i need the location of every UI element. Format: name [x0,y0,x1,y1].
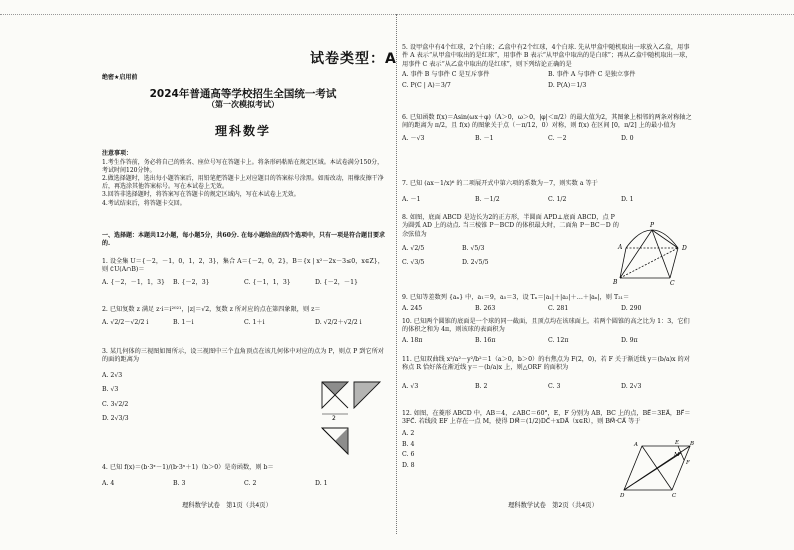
question-stem: 3. 某几何体的三视图如图所示，设三视图中三个直角顶点在该几何体中对应的点为 P，则点 P 到它所对的面的距离为 [102,348,384,364]
option-b: B. 3 [173,480,186,488]
option-c: C. 281 [548,305,569,313]
pyramid-figure [612,218,694,288]
question-stem: 2. 已知复数 z 满足 z·i＝i²⁰²¹，|z|＝√2，复数 z 所对应的点在第四象限，则 z＝ [102,306,321,313]
exam-subtitle: （第一次模拟考试） [207,99,279,109]
edge-cd [670,248,678,278]
point-m-label: M [674,452,680,458]
option-c: C. {－1，1，3} [244,278,291,286]
option-a: A. √2/2－√2/2 i [102,319,149,327]
question-stem: 6. 已知函数 f(x)＝Asin(ωx＋φ)（A＞0，ω＞0，|φ|＜π/2）的最大值为2，其图象上相邻的两条对称轴之间的距离为 π/2，且 f(x) 的图象关于点（－π/12，0）对称，则 f(x) 在区间 [0，π/2] 上的最小值为 [402,114,692,130]
semicircle-arc [626,230,678,248]
option-a: A. －√3 [402,134,425,142]
option-a: A. 事件 B 与事件 C 是互斥事件 [402,71,490,79]
vertex-a-label: A [634,442,638,448]
option-d: D. √2/2＋√2/2 i [315,319,362,327]
option-d: D. 8 [402,462,415,470]
question-4 [102,464,386,489]
option-c: C. √3/5 [402,259,425,267]
note-item: 4.考试结束后，将答题卡交回。 [102,199,186,207]
option-d: D. 290 [621,305,642,313]
option-a: A. √3 [402,382,419,390]
option-a: A. 18π [402,336,423,344]
option-d: D. 2√3/3 [102,415,129,423]
question-stem: 10. 已知两个圆锥的底面是一个球的同一截面，且顶点均在该球面上，若两个圆锥的高之比为 1：3，它们的体积之和为 4π，则该球的表面积为 [402,318,690,334]
notes-heading: 注意事项： [102,150,133,157]
question-1 [102,258,386,287]
question-8 [402,214,620,268]
note-item: 1.考生作答前，务必将自己的姓名、座位号写在答题卡上。将条形码粘贴在规定区域。本试卷满分150分，考试时间120分钟。 [102,159,384,175]
notes-block [102,150,384,208]
edge-pd [652,230,678,248]
note-item: 2.做选择题时，选出每小题答案后，用铅笔把答题卡上对应题目的答案标号涂黑。如需改动，用橡皮擦干净后，再选涂其他答案标号。写在本试卷上无效。 [102,175,384,191]
vertex-c-label: C [670,280,675,287]
subject-title: 理科数学 [214,124,271,138]
option-b: B. √5/3 [462,245,485,253]
scan-top-edge [0,0,794,15]
question-stem: 1. 设全集 U＝{－2，－1，0，1，2，3}，集合 A＝{－2，0，2}，B＝{x | x²－2x－3≤0，x∈Z}，则 ∁U(A∩B)＝ [102,258,384,274]
vertex-a-label: A [618,244,623,251]
question-stem: 12. 如图，在菱形 ABCD 中，AB＝4，∠ABC＝60°，E，F 分别为 AB，BC 上的点，BE⃗＝3EA⃗，BF⃗＝3FC⃗. 若线段 EF 上存在一点 M，使得 DM⃗＝(1/2)DC⃗＋xDA⃗（x∈R），则 BM⃗·CA⃗ 等于 [402,410,691,426]
paper-type-label: 试卷类型：A [310,51,397,67]
option-b: B. 263 [475,305,496,313]
vertex-d-label: D [620,493,625,498]
question-9 [402,294,694,314]
option-c: C. 3√2/2 [102,400,129,408]
option-c: C. －2 [548,134,567,142]
option-a: A. {－2，－1，1，3} [102,278,165,286]
question-stem: 11. 已知双曲线 x²/a²－y²/b²＝1（a＞0，b＞0）的右焦点为 F(2，0)，若 F 关于渐近线 y＝(b/a)x 的对称点 R 恰好落在渐近线 y＝－(b/a)x 上，则△ORF 的面积为 [402,356,690,372]
option-b: B. 事件 A 与事件 C 是独立事件 [548,71,636,79]
option-b: B. 4 [402,440,415,448]
vertex-c-label: C [672,493,677,498]
question-11 [402,356,694,391]
vertex-p-label: P [650,222,655,229]
question-stem: 7. 已知 (ax－1/x)⁶ 的二项展开式中第六项的系数为－7，则实数 a 等于 [402,180,598,187]
vertex-d-label: D [682,245,687,252]
option-d: D. {－2，－1} [315,278,358,286]
option-d: D. 1 [315,480,328,488]
option-a: A. －1 [402,196,421,204]
footer-right: 理科数学试卷 第2页（共4页） [508,502,598,509]
point-e-label: E [675,440,680,446]
option-a: A. 4 [102,480,115,488]
side-view-shade [354,382,380,408]
question-2 [102,306,386,328]
option-b: B. －1/2 [475,196,500,204]
option-b: B. {－2，3} [173,278,210,286]
option-d: D. 2√3 [621,382,642,390]
question-stem: 4. 已知 f(x)＝(b·3ˣ－1)/(b·3ˣ＋1)（b＞0）是奇函数，则 b＝ [102,464,274,471]
option-b: B. 1－i [173,319,194,327]
footer-left: 理科数学试卷 第1页（共4页） [182,502,272,509]
option-c: C. 1＋i [244,319,265,327]
edge-pc [652,230,670,278]
top-view-shade [335,428,348,454]
secret-mark: 绝密★启用前 [102,74,138,81]
rhombus-figure [620,440,696,498]
segment-dm [624,453,681,490]
option-a: A. 2√3 [102,371,123,379]
option-c: C. 3 [548,382,561,390]
diagonal-bd [620,248,678,278]
option-c: C. 6 [402,451,415,459]
option-b: B. √3 [102,386,119,394]
dimension-label: 2 [332,415,336,422]
question-10 [402,318,694,345]
exam-title: 2024年普通高等学校招生全国统一考试 [149,88,337,100]
question-6 [402,114,694,143]
question-stem: 9. 已知等差数列 {aₙ} 中，a₁＝9，a₅＝3，设 Tₙ＝|a₁|＋|a₂|＋…＋|aₙ|，则 T₂₁＝ [402,294,630,301]
option-d: D. 2√5/5 [462,259,489,267]
option-b: B. 16π [475,336,496,344]
option-c: C. 12π [548,336,569,344]
front-view-shade [322,382,348,395]
question-7 [402,180,694,205]
option-a: A. 2 [402,429,415,437]
section-heading: 一、选择题：本题共12小题，每小题5分，共60分. 在每小题给出的四个选项中，只有一项是符合题目要求的. [102,232,386,248]
question-stem: 5. 设甲盒中有4个红球，2个白球；乙盒中有2个红球，4个白球. 先从甲盒中随机取出一球放入乙盒，用事件 A 表示“从甲盒中取出的是红球”，用事件 B 表示“从甲盒中取出的是白球”；再从乙盒中随机取出一球，用事件 C 表示“从乙盒中取出的是红球”，则下列结论正确的是 [402,44,692,68]
option-d: D. 0 [621,134,634,142]
question-stem: 8. 如图，底面 ABCD 是边长为2的正方形，半圆面 APD⊥底面 ABCD，点 P 为圆弧 AD 上的动点. 当三棱锥 P－BCD 的体积最大时，二面角 P－BC－D 的余弦值为 [402,214,619,238]
option-d: D. 1 [621,196,634,204]
option-b: B. 2 [475,382,488,390]
option-c: C. 1/2 [548,196,567,204]
option-b: B. －1 [475,134,494,142]
question-5 [402,44,694,91]
option-a: A. 245 [402,305,423,313]
note-item: 3.回答非选择题时，将答案写在答题卡的规定区域内，写在本试卷上无效。 [102,191,300,199]
point-f-label: F [686,460,690,466]
option-d: D. 9π [621,336,638,344]
option-d: D. P(A)＝1/3 [548,82,587,90]
option-a: A. √2/5 [402,245,425,253]
option-c: C. P(C | A)＝3/7 [402,82,451,90]
option-c: C. 2 [244,480,257,488]
vertex-b-label: B [613,279,618,286]
page-fold-line [396,14,397,534]
vertex-b-label: B [690,441,695,447]
three-view-figure [318,378,384,468]
